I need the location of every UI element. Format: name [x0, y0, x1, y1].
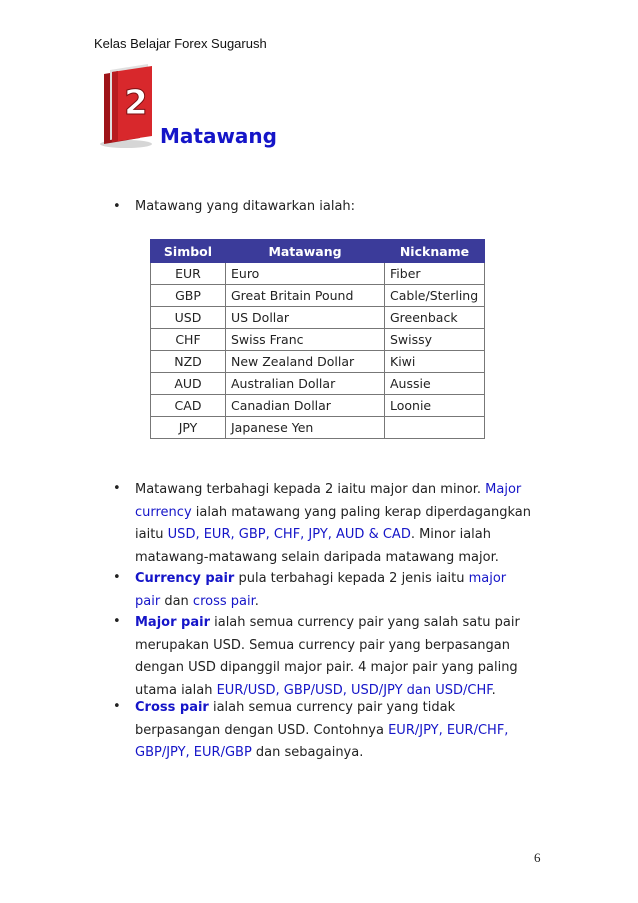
table-row — [151, 417, 485, 439]
table-row — [151, 285, 485, 307]
nickname-cell — [385, 417, 485, 439]
table-row — [151, 351, 485, 373]
bullet-dot: • — [113, 570, 121, 585]
currency-table — [150, 239, 485, 439]
currency-cell: Great Britain Pound — [226, 285, 385, 307]
running-header: Kelas Belajar Forex Sugarush — [94, 36, 267, 51]
bullet-dot: • — [113, 199, 121, 214]
paragraph-major-minor: Matawang terbahagi kepada 2 iaitu major dan minor. Major currency ialah matawang yang paling kerap diperdagangkan iaitu USD, EUR, GBP, CHF, JPY, AUD & CAD. Minor ialah matawang-matawang selain daripada matawang major. — [135, 482, 531, 565]
currency-cell: Japanese Yen — [226, 417, 385, 439]
symbol-cell: JPY — [151, 417, 226, 439]
table-row — [151, 329, 485, 351]
symbol-cell: AUD — [151, 373, 226, 395]
bullet-dot: • — [113, 699, 121, 714]
table-row — [151, 307, 485, 329]
paragraph-major-pair: Major pair ialah semua currency pair yang salah satu pair merupakan USD. Semua currency pair yang berpasangan dengan USD dipanggil major pair. 4 major pair yang paling utama ialah EUR/USD, GBP/USD, USD/JPY dan USD/CHF. — [135, 615, 520, 698]
page-number: 6 — [534, 850, 541, 865]
currency-cell: New Zealand Dollar — [226, 351, 385, 373]
nickname-cell: Cable/Sterling — [385, 285, 485, 307]
nickname-cell: Greenback — [385, 307, 485, 329]
currency-cell: Australian Dollar — [226, 373, 385, 395]
column-header-currency: Matawang — [226, 240, 385, 263]
nickname-cell: Fiber — [385, 263, 485, 285]
paragraph-cross-pair: Cross pair ialah semua currency pair yang tidak berpasangan dengan USD. Contohnya EUR/JPY, EUR/CHF, GBP/JPY, EUR/GBP dan sebagainya. — [135, 700, 509, 760]
symbol-cell: EUR — [151, 263, 226, 285]
column-header-symbol: Simbol — [151, 240, 226, 263]
bullet-dot: • — [113, 614, 121, 629]
paragraph-currency-pair: Currency pair pula terbahagi kepada 2 jenis iaitu major pair dan cross pair. — [135, 571, 507, 609]
chapter-number: 2 — [124, 83, 148, 123]
nickname-cell: Aussie — [385, 373, 485, 395]
table-row — [151, 395, 485, 417]
bullet-dot: • — [113, 481, 121, 496]
symbol-cell: USD — [151, 307, 226, 329]
currency-cell: Canadian Dollar — [226, 395, 385, 417]
page-title: Matawang — [160, 124, 277, 148]
currency-cell: Euro — [226, 263, 385, 285]
column-header-nickname: Nickname — [385, 240, 485, 263]
table-row — [151, 373, 485, 395]
currency-cell: Swiss Franc — [226, 329, 385, 351]
nickname-cell: Loonie — [385, 395, 485, 417]
table-row — [151, 263, 485, 285]
currency-cell: US Dollar — [226, 307, 385, 329]
nickname-cell: Kiwi — [385, 351, 485, 373]
chapter-book-icon — [96, 64, 162, 150]
symbol-cell: NZD — [151, 351, 226, 373]
symbol-cell: CAD — [151, 395, 226, 417]
symbol-cell: CHF — [151, 329, 226, 351]
symbol-cell: GBP — [151, 285, 226, 307]
intro-text: Matawang yang ditawarkan ialah: — [135, 199, 356, 214]
nickname-cell: Swissy — [385, 329, 485, 351]
